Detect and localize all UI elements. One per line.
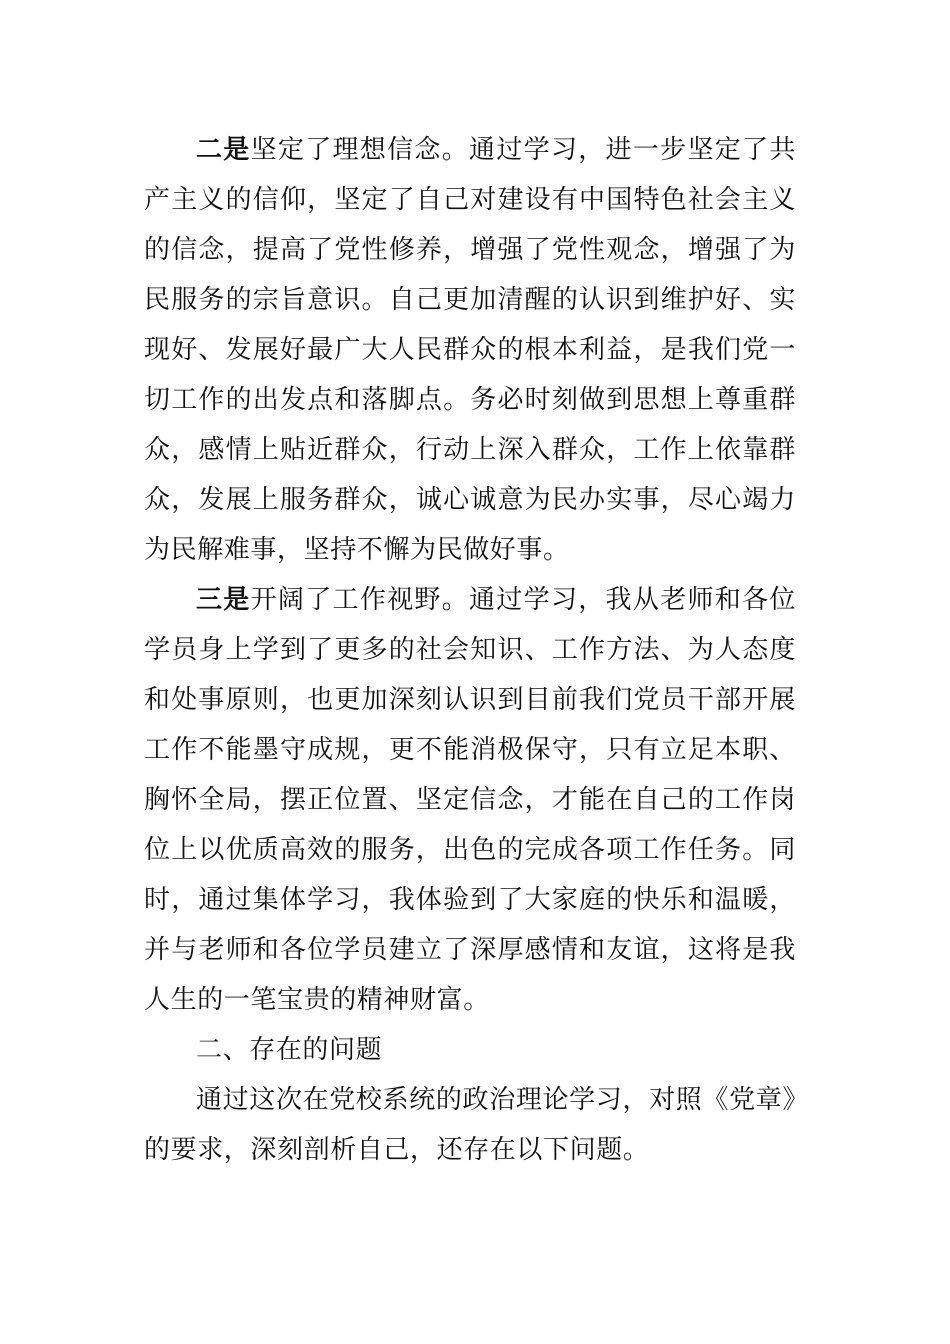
paragraph-problems-intro (144, 1075, 796, 1175)
heading-text: 二、存在的问题 (196, 1035, 383, 1065)
paragraph-ideals-belief (144, 125, 796, 575)
paragraph-lead: 二是 (196, 135, 251, 165)
paragraph-text: 通过这次在党校系统的政治理论学习，对照《党章》的要求，深刻剖析自己，还存在以下问题。 (144, 1085, 796, 1165)
document-body (144, 125, 796, 1175)
paragraph-work-vision (144, 575, 796, 1025)
paragraph-text: 坚定了理想信念。通过学习，进一步坚定了共产主义的信仰，坚定了自己对建设有中国特色社会主义的信念，提高了党性修养，增强了党性观念，增强了为民服务的宗旨意识。自己更加清醒的认识到维护好、实现好、发展好最广大人民群众的根本利益，是我们党一切工作的出发点和落脚点。务必时刻做到思想上尊重群众，感情上贴近群众，行动上深入群众，工作上依靠群众，发展上服务群众，诚心诚意为民办实事，尽心竭力为民解难事，坚持不懈为民做好事。 (144, 135, 796, 565)
paragraph-lead: 三是 (196, 585, 251, 615)
paragraph-text: 开阔了工作视野。通过学习，我从老师和各位学员身上学到了更多的社会知识、工作方法、为人态度和处事原则，也更加深刻认识到目前我们党员干部开展工作不能墨守成规，更不能消极保守，只有立足本职、胸怀全局，摆正位置、坚定信念，才能在自己的工作岗位上以优质高效的服务，出色的完成各项工作任务。同时，通过集体学习，我体验到了大家庭的快乐和温暖，并与老师和各位学员建立了深厚感情和友谊，这将是我人生的一笔宝贵的精神财富。 (144, 585, 796, 1015)
section-heading-problems (144, 1025, 796, 1075)
